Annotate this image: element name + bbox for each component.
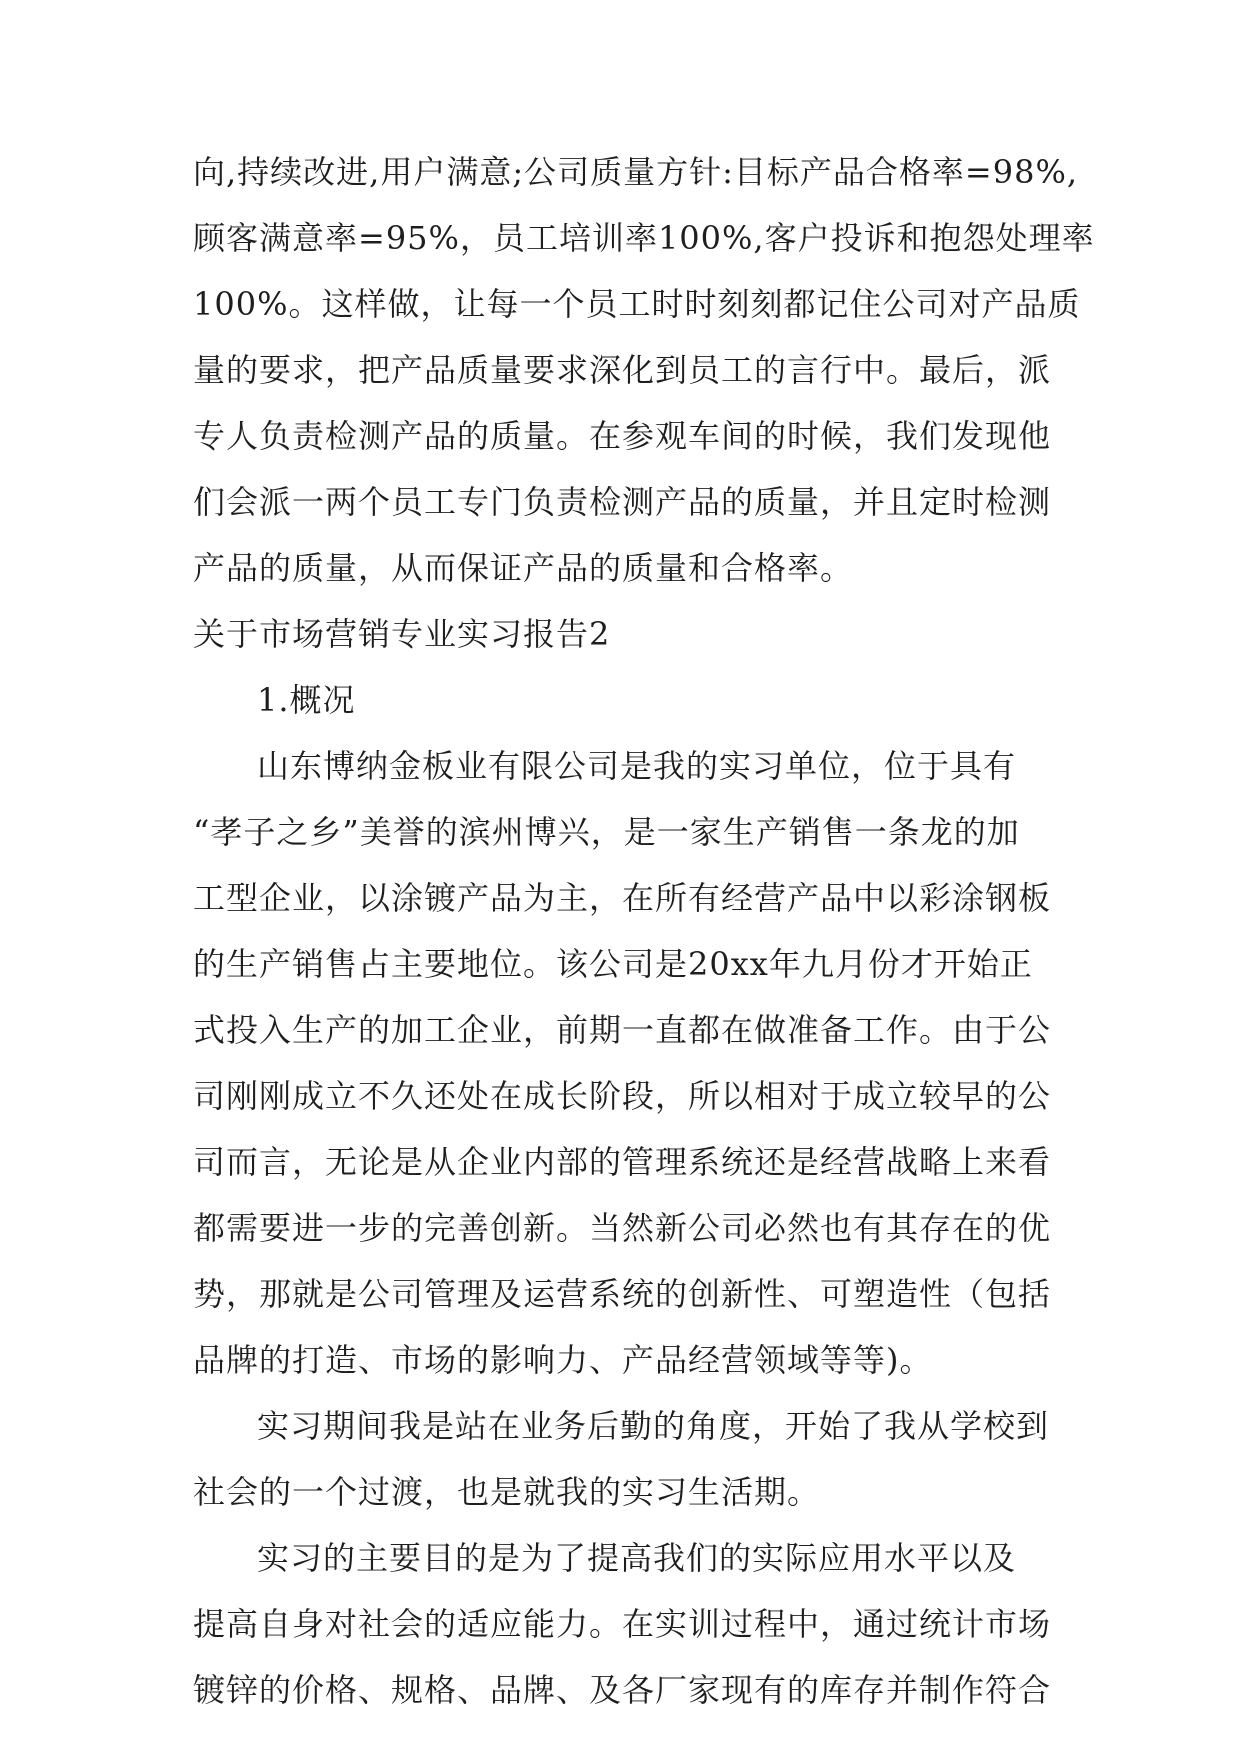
text-line: 都需要进一步的完善创新。当然新公司必然也有其存在的优 — [193, 1209, 1052, 1247]
paragraph-start: 山东博纳金板业有限公司是我的实习单位，位于具有 — [257, 747, 1017, 785]
text-line: 产品的质量，从而保证产品的质量和合格率。 — [193, 549, 854, 587]
paragraph-start: 实习期间我是站在业务后勤的角度，开始了我从学校到 — [257, 1407, 1050, 1445]
section-title: 关于市场营销专业实习报告2 — [193, 615, 611, 653]
text-line: 社会的一个过渡，也是就我的实习生活期。 — [193, 1473, 821, 1511]
text-line: 司刚刚成立不久还处在成长阶段，所以相对于成立较早的公 — [193, 1077, 1052, 1115]
text-line: 势，那就是公司管理及运营系统的创新性、可塑造性（包括 — [193, 1275, 1052, 1313]
text-line: 们会派一两个员工专门负责检测产品的质量，并且定时检测 — [193, 483, 1052, 521]
text-line: 镀锌的价格、规格、品牌、及各厂家现有的库存并制作符合 — [193, 1671, 1052, 1709]
section-heading: 1.概况 — [257, 681, 356, 719]
text-line: 量的要求，把产品质量要求深化到员工的言行中。最后，派 — [193, 351, 1052, 389]
text-line: 的生产销售占主要地位。该公司是20xx年九月份才开始正 — [193, 945, 1033, 983]
text-line: 司而言，无论是从企业内部的管理系统还是经营战略上来看 — [193, 1143, 1052, 1181]
text-line: “孝子之乡”美誉的滨州博兴，是一家生产销售一条龙的加 — [193, 813, 1020, 851]
text-line: 100%。这样做，让每一个员工时时刻刻都记住公司对产品质 — [193, 285, 1081, 323]
text-line: 向,持续改进,用户满意;公司质量方针:目标产品合格率=98%, — [193, 153, 1079, 191]
text-line: 式投入生产的加工企业，前期一直都在做准备工作。由于公 — [193, 1011, 1052, 1049]
paragraph-start: 实习的主要目的是为了提高我们的实际应用水平以及 — [257, 1539, 1017, 1577]
text-line: 提高自身对社会的适应能力。在实训过程中，通过统计市场 — [193, 1605, 1052, 1643]
text-line: 品牌的打造、市场的影响力、产品经营领域等等)。 — [193, 1341, 933, 1379]
text-line: 工型企业，以涂镀产品为主，在所有经营产品中以彩涂钢板 — [193, 879, 1052, 917]
text-line: 专人负责检测产品的质量。在参观车间的时候，我们发现他 — [193, 417, 1052, 455]
text-line: 顾客满意率=95%，员工培训率100%,客户投诉和抱怨处理率 — [193, 219, 1095, 257]
